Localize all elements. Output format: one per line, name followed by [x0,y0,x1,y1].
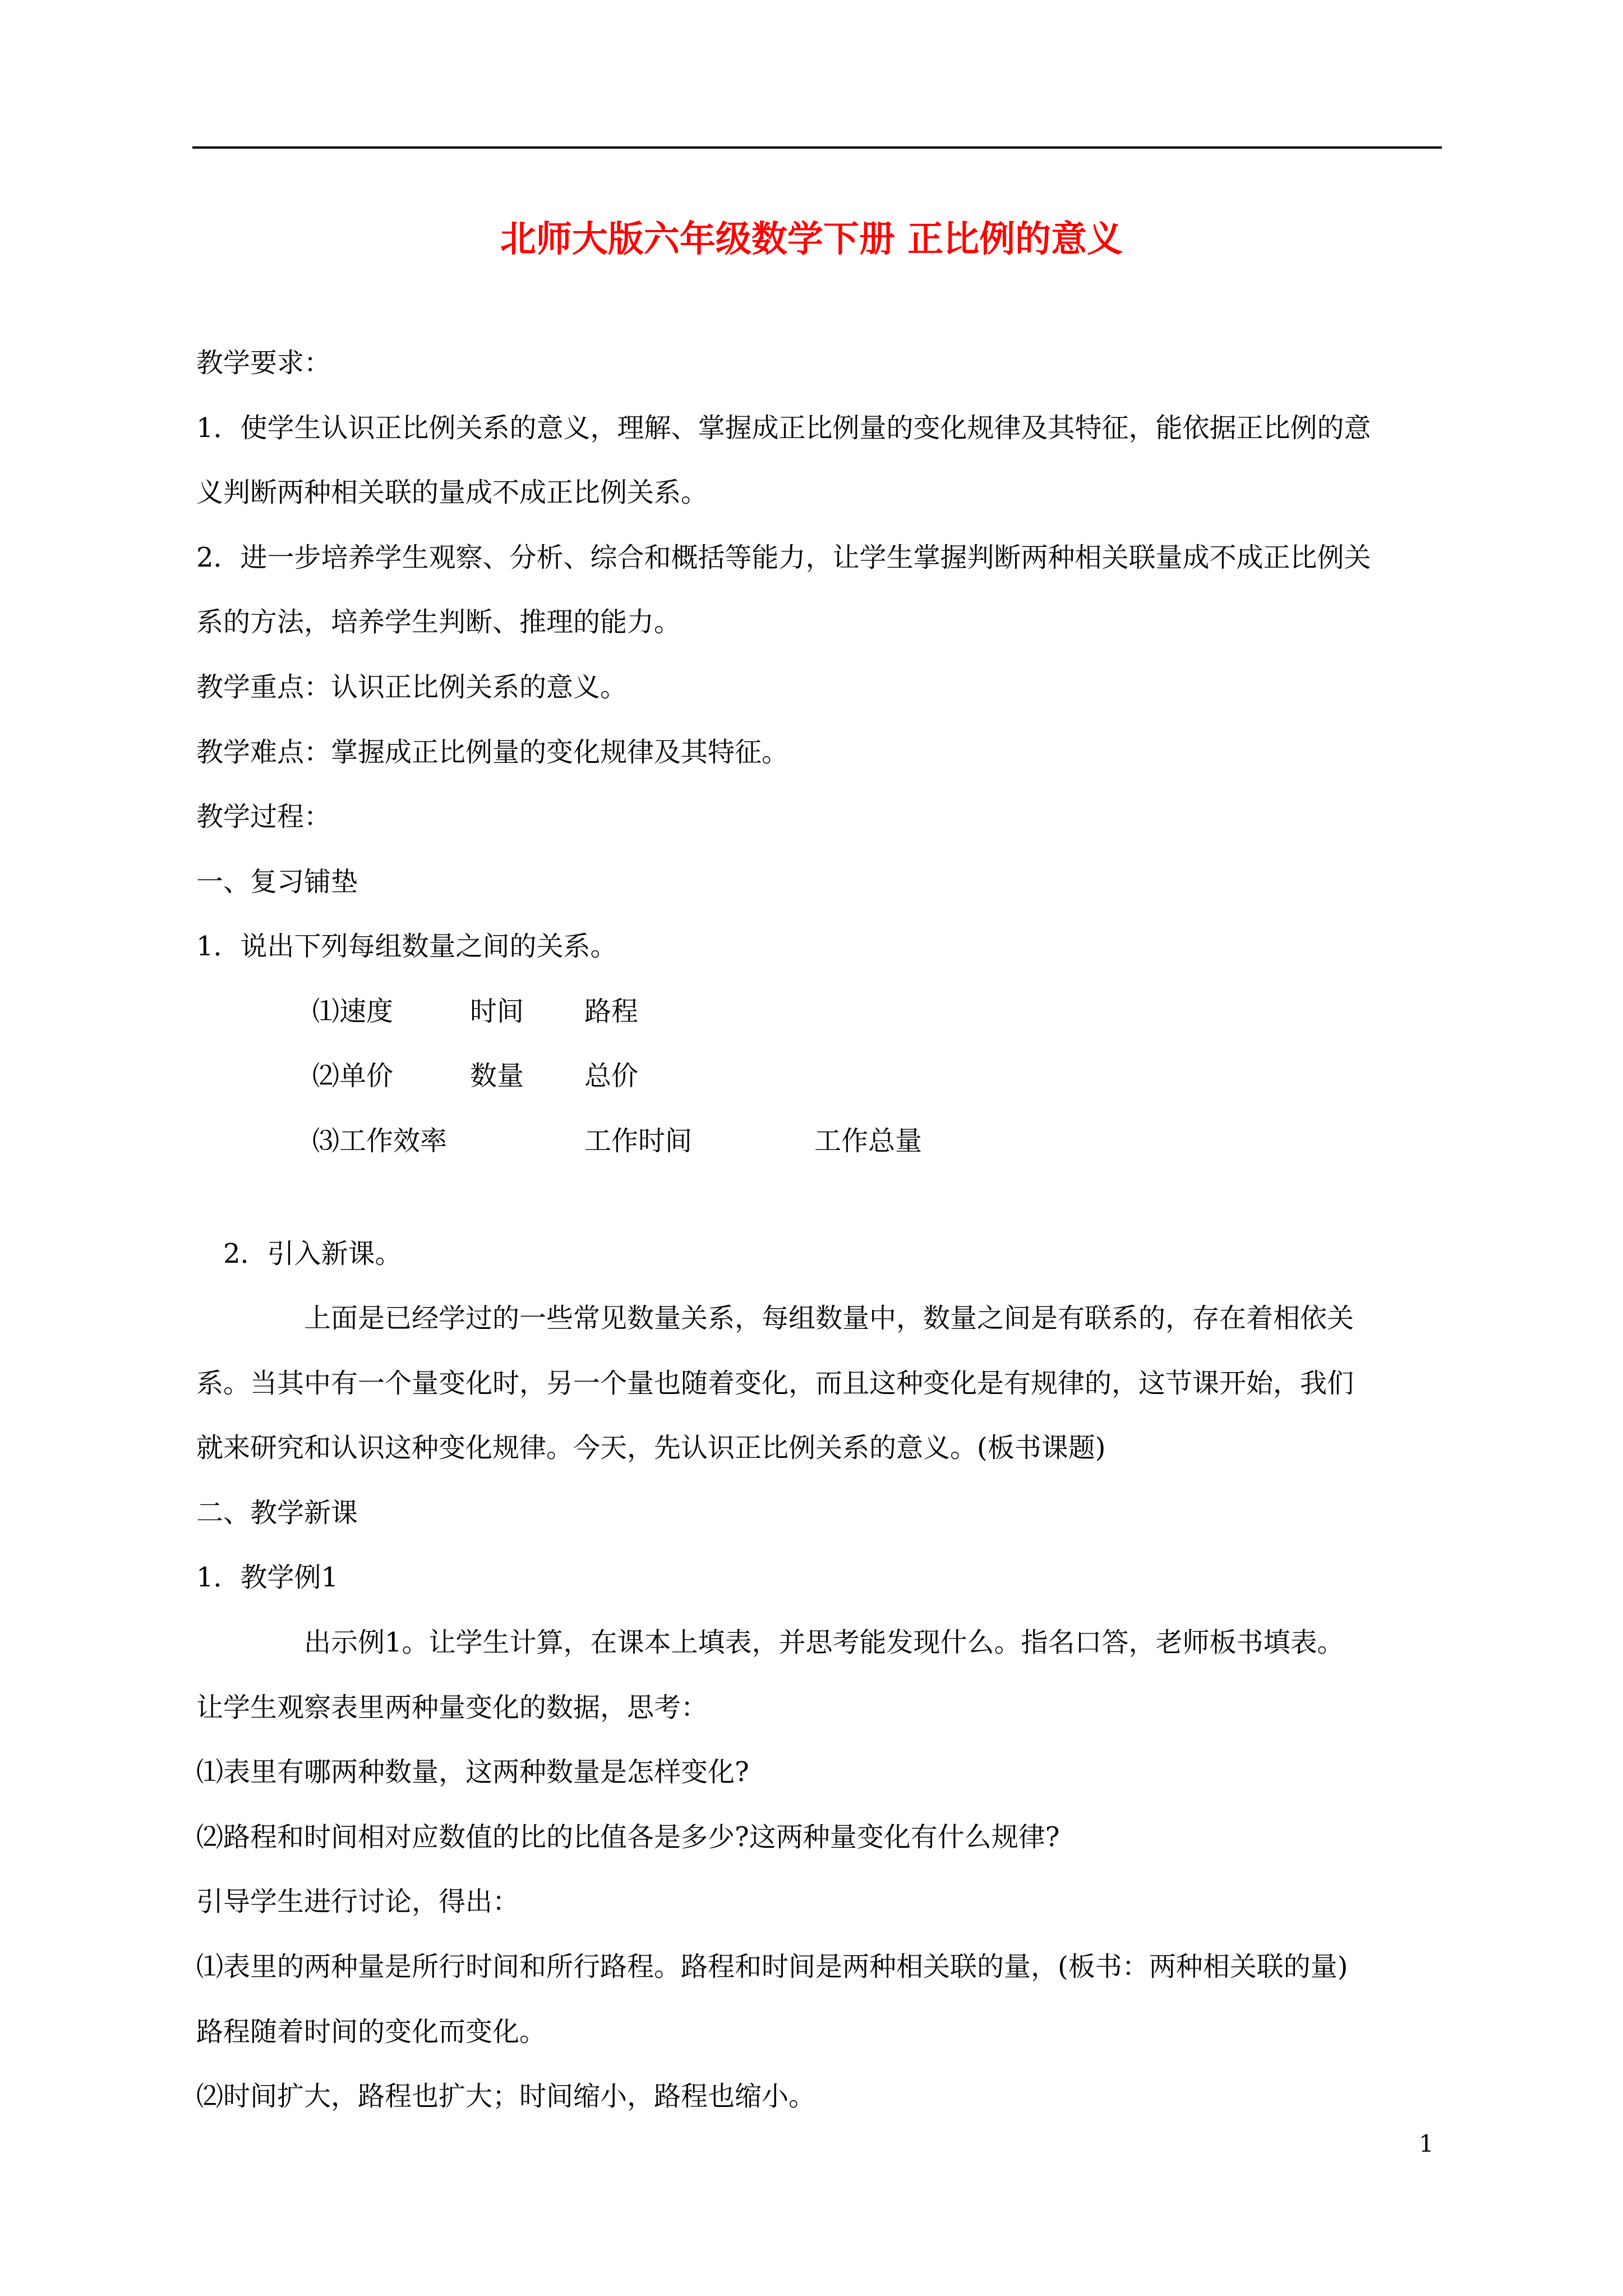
paragraph-line: 1．说出下列每组数量之间的关系。 [196,931,617,962]
paragraph-line: 出示例1。让学生计算，在课本上填表，并思考能发现什么。指名口答，老师板书填表。 [304,1627,1344,1658]
paragraph-line: 教学过程： [196,801,331,832]
paragraph-line: 教学重点：认识正比例关系的意义。 [196,671,628,703]
paragraph-line: 教学要求： [196,347,331,379]
paragraph-line: 教学难点：掌握成正比例量的变化规律及其特征。 [196,737,789,768]
paragraph-line: 系的方法，培养学生判断、推理的能力。 [196,606,681,638]
relation-term: 工作总量 [814,1125,923,1157]
paragraph-line: ⑵时间扩大，路程也扩大；时间缩小，路程也缩小。 [196,2081,816,2112]
relation-term: ⑵单价 [312,1060,394,1092]
relation-term: ⑴速度 [312,996,394,1027]
paragraph-line: 2．进一步培养学生观察、分析、综合和概括等能力，让学生掌握判断两种相关联量成不成正比例关 [196,542,1371,573]
relation-row [0,1058,1623,1094]
paragraph-line: ⑵路程和时间相对应数值的比的比值各是多少?这两种量变化有什么规律? [196,1821,1060,1853]
paragraph-line: 就来研究和认识这种变化规律。今天，先认识正比例关系的意义。(板书课题) [196,1432,1106,1464]
relation-term: ⑶工作效率 [312,1125,448,1157]
paragraph-line: 系。当其中有一个量变化时，另一个量也随着变化，而且这种变化是有规律的，这节课开始，我们 [196,1368,1354,1399]
paragraph-line: 引导学生进行讨论，得出： [196,1886,520,1917]
relation-term: 路程 [584,996,639,1027]
paragraph-line: ⑴表里的两种量是所行时间和所行路程。路程和时间是两种相关联的量，(板书：两种相关联的量) [196,1951,1348,1982]
paragraph-line: 义判断两种相关联的量成不成正比例关系。 [196,477,708,508]
paragraph-line: 2．引入新课。 [223,1238,402,1269]
paragraph-line: 一、复习铺垫 [196,866,358,898]
relation-row [0,993,1623,1029]
paragraph-line: 1．使学生认识正比例关系的意义，理解、掌握成正比例量的变化规律及其特征，能依据正比例的意 [196,412,1371,444]
document-title: 北师大版六年级数学下册 正比例的意义 [500,218,1123,260]
relation-term: 工作时间 [584,1125,693,1157]
paragraph-line: 上面是已经学过的一些常见数量关系，每组数量中，数量之间是有联系的，存在着相依关 [304,1303,1354,1334]
relation-term: 总价 [584,1060,639,1092]
header-rule [192,146,1442,149]
relation-term: 数量 [470,1060,524,1092]
paragraph-line: 路程随着时间的变化而变化。 [196,2016,547,2047]
paragraph-line: 让学生观察表里两种量变化的数据，思考： [196,1692,708,1723]
relation-row [0,1123,1623,1159]
paragraph-line: 二、教学新课 [196,1497,358,1529]
relation-term: 时间 [470,996,524,1027]
paragraph-line: ⑴表里有哪两种数量，这两种数量是怎样变化? [196,1756,749,1788]
paragraph-line: 1．教学例1 [196,1562,339,1593]
page-number: 1 [1419,2130,1434,2157]
